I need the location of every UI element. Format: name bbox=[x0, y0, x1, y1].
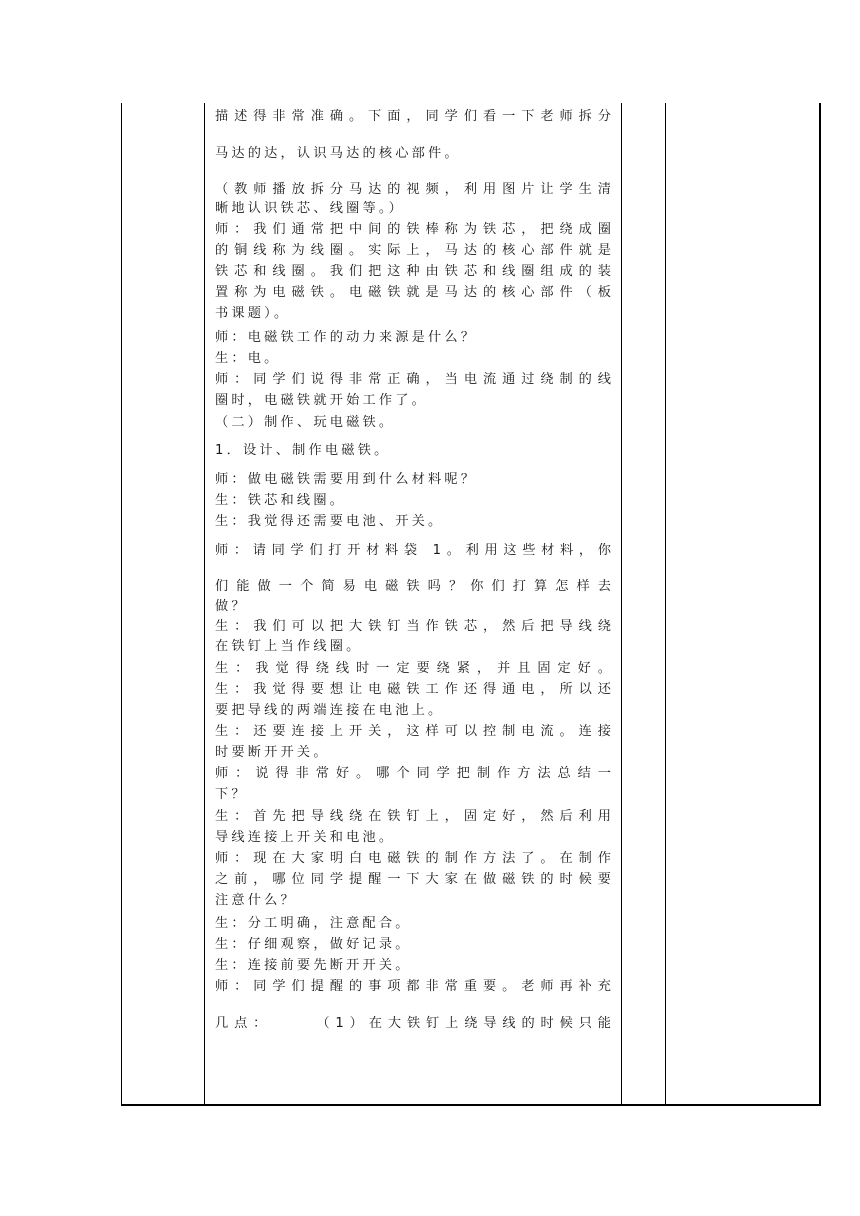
text-line: 师：说得非常好。哪个同学把制作方法总结一 bbox=[215, 766, 613, 781]
text-line: 生：首先把导线绕在铁钉上，固定好，然后利用 bbox=[215, 809, 613, 824]
text-line: 书课题）。 bbox=[215, 306, 291, 321]
text-line: 生：仔细观察，做好记录。 bbox=[215, 937, 412, 952]
text-line: 生：还要连接上开关，这样可以控制电流。连接 bbox=[215, 724, 613, 739]
text-line: 马达的达，认识马达的核心部件。 bbox=[215, 146, 461, 161]
text-line: 铁芯和线圈。我们把这种由铁芯和线圈组成的装 bbox=[215, 264, 613, 279]
table-border-right bbox=[819, 103, 821, 1105]
text-line: 时要断开开关。 bbox=[215, 745, 330, 760]
text-line: 圈时，电磁铁就开始工作了。 bbox=[215, 393, 429, 408]
text-line: 注意什么？ bbox=[215, 893, 297, 908]
text-line: 要把导线的两端连接在电池上。 bbox=[215, 703, 445, 718]
text-line: 生：分工明确，注意配合。 bbox=[215, 916, 412, 931]
text-line: 晰地认识铁芯、线圈等。） bbox=[215, 201, 406, 216]
text-line: 下？ bbox=[215, 787, 248, 802]
text-line: 师：同学们说得非常正确，当电流通过绕制的线 bbox=[215, 372, 613, 387]
table-divider-1 bbox=[204, 103, 205, 1105]
text-line: 之前，哪位同学提醒一下大家在做磁铁的时候要 bbox=[215, 872, 613, 887]
text-line: 师：同学们提醒的事项都非常重要。老师再补充 bbox=[215, 979, 613, 994]
text-line: 生：我觉得绕线时一定要绕紧，并且固定好。 bbox=[215, 661, 613, 676]
text-line: 描述得非常准确。下面，同学们看一下老师拆分 bbox=[215, 109, 613, 124]
table-divider-2 bbox=[621, 103, 622, 1105]
text-line: 置称为电磁铁。电磁铁就是马达的核心部件（板 bbox=[215, 285, 613, 300]
text-line: 做？ bbox=[215, 599, 248, 614]
text-line: 们能做一个简易电磁铁吗？你们打算怎样去 bbox=[215, 579, 613, 594]
text-line: （教师播放拆分马达的视频，利用图片让学生清 bbox=[215, 182, 613, 197]
text-line: 生：铁芯和线圈。 bbox=[215, 493, 347, 508]
text-line: 1．设计、制作电磁铁。 bbox=[215, 443, 391, 458]
text-line: 师：请同学们打开材料袋 1。利用这些材料，你 bbox=[215, 543, 613, 558]
text-line: 师：电磁铁工作的动力来源是什么？ bbox=[215, 330, 478, 345]
text-line: 生：我觉得要想让电磁铁工作还得通电，所以还 bbox=[215, 682, 613, 697]
text-line: （二）制作、玩电磁铁。 bbox=[215, 415, 396, 430]
table-border-left bbox=[121, 103, 122, 1105]
text-line: 师：我们通常把中间的铁棒称为铁芯，把绕成圈 bbox=[215, 222, 613, 237]
text-line: 生：我觉得还需要电池、开关。 bbox=[215, 514, 445, 529]
text-line: 导线连接上开关和电池。 bbox=[215, 830, 396, 845]
text-line: 生：我们可以把大铁钉当作铁芯，然后把导线绕 bbox=[215, 619, 613, 634]
table-border-bottom bbox=[121, 1104, 821, 1106]
text-line: 生：电。 bbox=[215, 351, 281, 366]
text-line: 的铜线称为线圈。实际上，马达的核心部件就是 bbox=[215, 243, 613, 258]
text-line: 生：连接前要先断开开关。 bbox=[215, 958, 412, 973]
text-line: 师：现在大家明白电磁铁的制作方法了。在制作 bbox=[215, 851, 613, 866]
text-line: 在铁钉上当作线圈。 bbox=[215, 639, 363, 654]
text-line: 师：做电磁铁需要用到什么材料呢？ bbox=[215, 472, 478, 487]
table-divider-3 bbox=[665, 103, 666, 1105]
text-line: 几点： （1）在大铁钉上绕导线的时候只能 bbox=[215, 1016, 613, 1031]
